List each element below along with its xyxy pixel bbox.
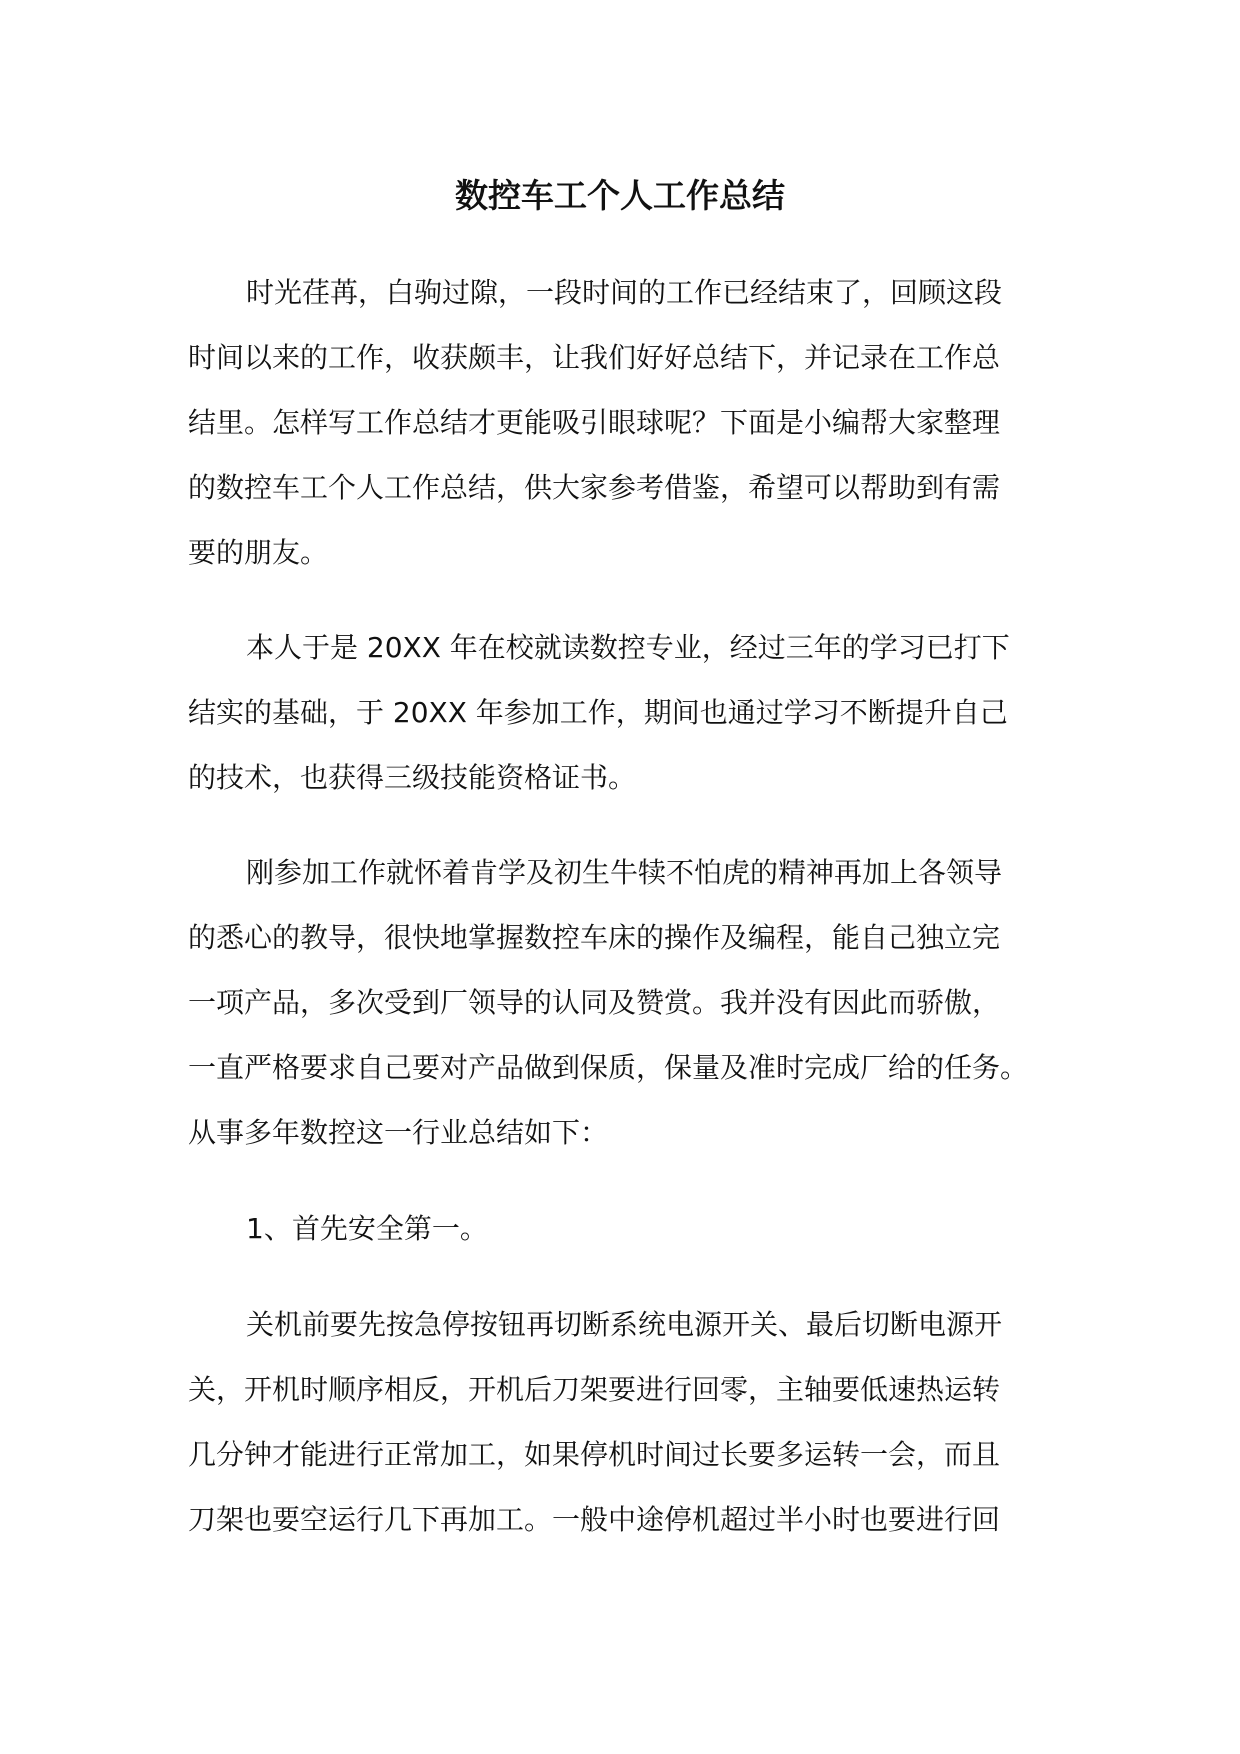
- paragraph-line: 刚参加工作就怀着肯学及初生牛犊不怕虎的精神再加上各领导: [246, 856, 1003, 889]
- paragraph-line: 几分钟才能进行正常加工，如果停机时间过长要多运转一会，而且: [188, 1438, 1001, 1471]
- paragraph-line: 关，开机时顺序相反，开机后刀架要进行回零，主轴要低速热运转: [188, 1373, 1001, 1406]
- paragraph-background: [188, 615, 1068, 810]
- section-heading-safety: [188, 1196, 1068, 1261]
- paragraph-line: 的数控车工个人工作总结，供大家参考借鉴，希望可以帮助到有需: [188, 471, 1001, 504]
- paragraph-line: 结实的基础，于 20XX 年参加工作，期间也通过学习不断提升自己: [188, 696, 1008, 729]
- paragraph-line: 关机前要先按急停按钮再切断系统电源开关、最后切断电源开: [246, 1308, 1003, 1341]
- paragraph-line: 刀架也要空运行几下再加工。一般中途停机超过半小时也要进行回: [188, 1503, 1001, 1536]
- paragraph-line: 要的朋友。: [188, 536, 329, 569]
- paragraph-line: 本人于是 20XX 年在校就读数控专业，经过三年的学习已打下: [246, 631, 1010, 664]
- paragraph-experience: [188, 840, 1068, 1165]
- paragraph-line: 一直严格要求自己要对产品做到保质，保量及准时完成厂给的任务。: [188, 1051, 1029, 1084]
- paragraph-line: 时间以来的工作，收获颇丰，让我们好好总结下，并记录在工作总: [188, 341, 1001, 374]
- paragraph-line: 从事多年数控这一行业总结如下：: [188, 1116, 609, 1149]
- paragraph-line: 一项产品，多次受到厂领导的认同及赞赏。我并没有因此而骄傲，: [188, 986, 1001, 1019]
- paragraph-intro: [188, 260, 1068, 585]
- paragraph-safety-procedure: [188, 1292, 1068, 1552]
- section-heading: 1、首先安全第一。: [246, 1212, 488, 1245]
- document-title: 数控车工个人工作总结: [455, 176, 785, 215]
- paragraph-line: 结里。怎样写工作总结才更能吸引眼球呢？下面是小编帮大家整理: [188, 406, 1001, 439]
- paragraph-line: 的技术，也获得三级技能资格证书。: [188, 761, 637, 794]
- paragraph-line: 时光荏苒，白驹过隙，一段时间的工作已经结束了，回顾这段: [246, 276, 1003, 309]
- paragraph-line: 的悉心的教导，很快地掌握数控车床的操作及编程，能自己独立完: [188, 921, 1001, 954]
